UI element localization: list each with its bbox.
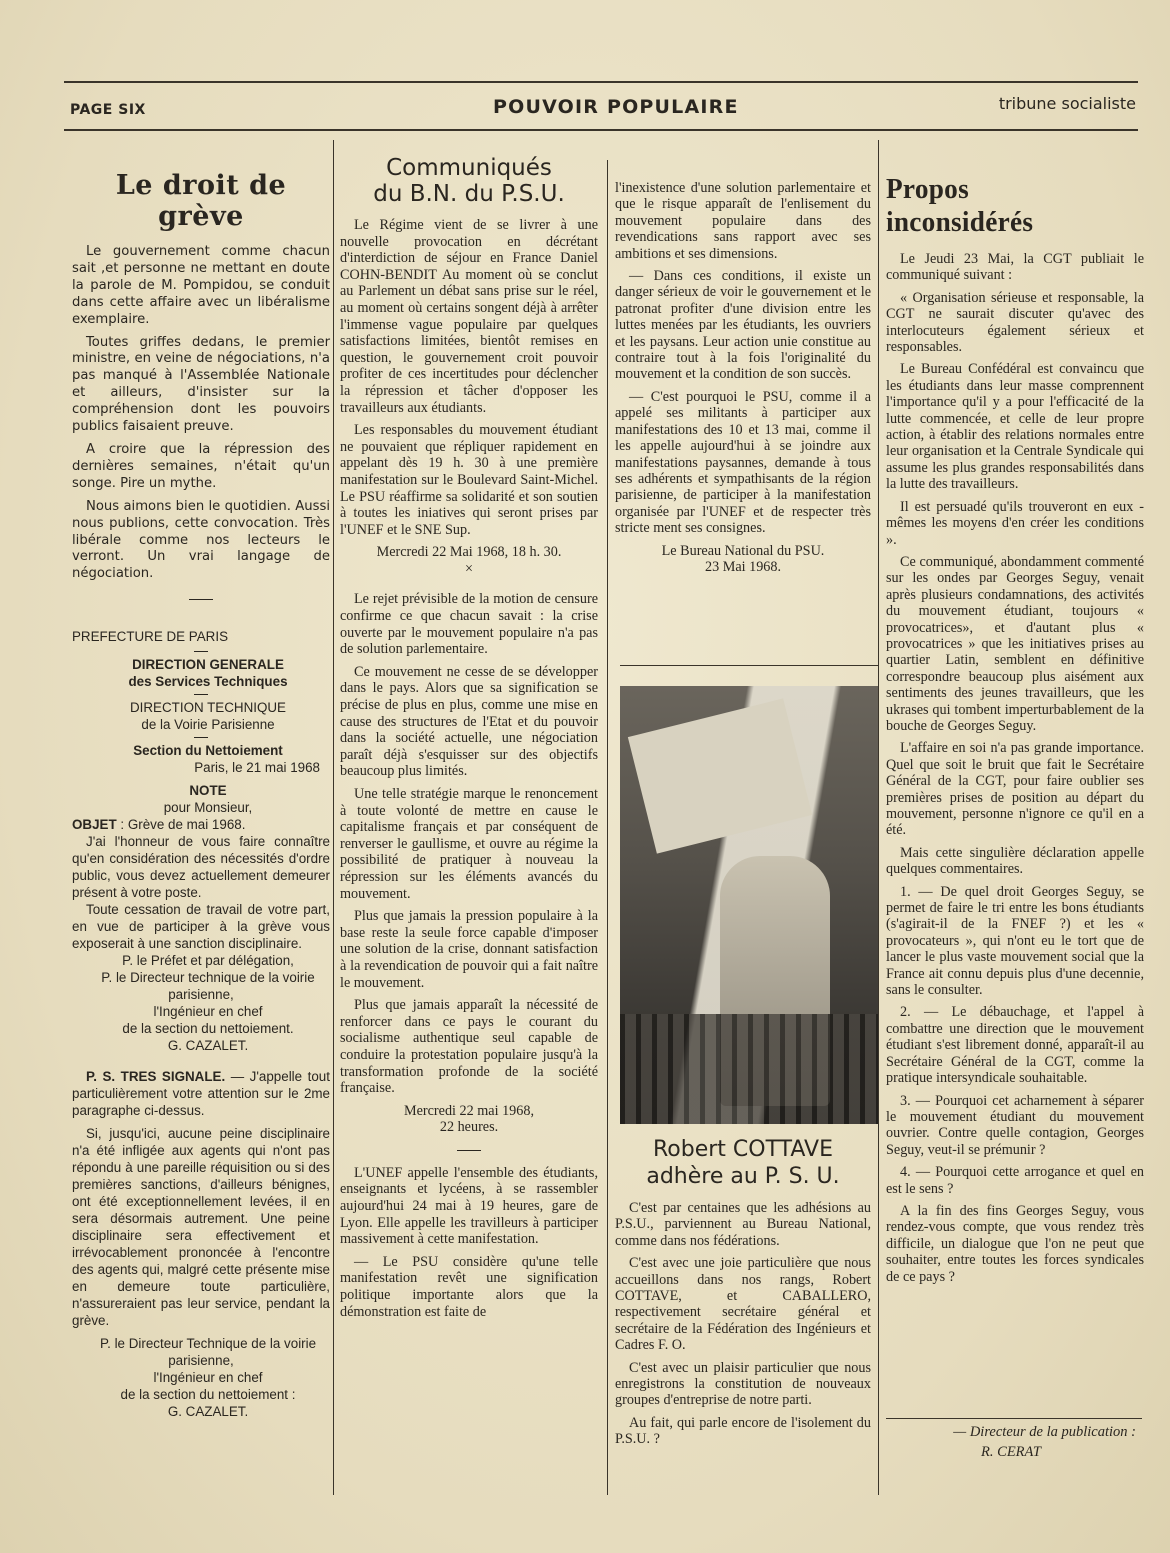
paragraph: L'affaire en soi n'a pas grande importance. Quel que soit le bruit que fait le Secrétaire Général de la CGT, pour faire oublier ses premières prises de position au départ du mouvement, personne n'ignore ce qu'il en a été. [886,740,1144,839]
signature-line: de la section du nettoiement : [120,1387,296,1403]
paragraph: « Organisation sérieuse et responsable, la CGT ne saurait discuter qu'avec des interlocuteurs également sérieux et responsables. [886,289,1144,356]
article-droit-de-greve [72,158,330,1420]
director-name: R. CERAT [981,1444,1041,1460]
director-label: — Directeur de la publication : [953,1424,1136,1440]
fence-railing [620,1014,878,1124]
section-nettoiement: Section du Nettoiement [133,743,283,759]
section-rule [620,665,878,666]
separator [194,694,208,695]
communique-time: 22 heures. [439,1119,499,1136]
paragraph: Le gouvernement comme chacun sait ,et personne ne mettant en doute la parole de M. Pompidou, se conduit dans cette affaire avec un libéralisme exemplaire. [72,244,330,327]
signature-line: P. le Préfet et par délégation, [122,953,294,969]
separator [457,1150,481,1151]
ps-text: — J'appelle tout particulièrement votre attention sur le 2me paragraphe ci-dessus. [72,1069,330,1119]
note-heading: NOTE [189,783,227,799]
paragraph: Le Régime vient de se livrer à une nouvelle provocation en décrétant d'interdiction de séjour en France Daniel COHN-BENDIT Au moment où se conclut au Parlement un débat sans prise sur le réel, au moment où certains songent déjà à arrêter l'immense vague populaire par quelques satisfactions limitées, bientôt remises en question, le gouvernement croit pouvoir profiter de ces incertitudes pour déclencher la répression et tâcher d'opposer les travailleurs aux étudiants. [340,217,598,416]
paragraph: Une telle stratégie marque le renoncement à toute volonté de mettre en cause le capitalisme français et par conséquent de renverser le gaullisme, et ouvre au régime la possibilité de pratiquer à nouveau la répression sur les éléments avancés du mouvement. [340,786,598,902]
article-propos-inconsideres [886,165,1144,1291]
prefecture-note [72,628,330,1420]
paragraph: C'est par centaines que les adhésions au P.S.U., parviennent au Bureau National, comme dans nos fédérations. [615,1200,871,1249]
paragraph: 3. — Pourquoi cet acharnement à séparer le mouvement étudiant du mouvement ouvrier. Contre quelle contagion, Georges Seguy, veut-il se prémunir ? [886,1092,1144,1158]
paragraph: Le Jeudi 23 Mai, la CGT publiait le communiqué suivant : [886,251,1144,284]
article-cottave [615,1136,871,1454]
direction-generale: DIRECTION GENERALE [132,657,284,673]
article-title [615,1136,871,1190]
section-title: POUVOIR POPULAIRE [493,96,739,118]
ps-label: P. S. TRES SIGNALE. [86,1069,226,1085]
article-communiques-continued [615,180,871,581]
separator-mark: × [464,560,473,577]
paragraph: Il est persuadé qu'ils trouveront en eux - mêmes les moyens d'en créer les conditions ». [886,498,1144,548]
paragraph: 2. — Le débauchage, et l'appel à combattre une direction que le mouvement étudiant s'est librement donné, apparaît-il au Secrétaire Général de la CGT, comme la pratique intersyndicale souhaitable. [886,1004,1144,1087]
header-rule-bottom [64,129,1138,131]
communique-date: Mercredi 22 mai 1968, [403,1102,534,1119]
article-title-line: Communiqués [386,155,552,181]
paragraph: J'ai l'honneur de vous faire connaître qu'en considération des nécessités d'ordre public, vous devez actuellement demeurer présent à votre poste. [72,834,330,901]
protest-banner [628,698,812,853]
paragraph: Plus que jamais apparaît la nécessité de renforcer dans ce pays le courant du socialisme authentique seul capable de conduire la protestation populaire jusqu'à la transformation profonde de la société française. [340,997,598,1097]
signature-line: l'Ingénieur en chef [153,1004,263,1020]
paragraph: Plus que jamais la pression populaire à la base reste la seule force capable d'imposer une solution de la crise, donnant satisfaction à la revendication de pouvoir qui a fait naître le mouvement. [340,908,598,991]
signature-line: P. le Directeur technique de la voirie parisienne, [101,970,315,1003]
paragraph: A la fin des fins Georges Seguy, vous rendez-vous compte, que vous rendez très difficile, un dialogue que l'on ne peut que souhaiter, entre toutes les forces syndicales de ce pays ? [886,1202,1144,1285]
article-title: Propos inconsidérés [886,173,1034,238]
signature-name: G. CAZALET. [167,1404,249,1420]
paragraph: Mais cette singulière déclaration appelle quelques commentaires. [886,844,1144,878]
section-rule [886,1418,1142,1419]
note-date: Paris, le 21 mai 1968 [194,760,320,776]
separator [189,599,213,600]
paragraph: Le rejet prévisible de la motion de censure confirme ce que chacun savait : la crise ouverte par le mouvement populaire n'a pas de solution parlementaire. [340,591,598,658]
signature-name: G. CAZALET. [167,1038,249,1054]
page-number: PAGE SIX [70,102,146,118]
paragraph: Ce communiqué, abondamment commenté sur les ondes par Georges Seguy, venait après plusieurs condamnations, des activités du mouvement étudiant, toujours « provocatrices», et d'autant plus « provocatrices » que les initiatives prises au quartier Latin, semblent en définitive correspondre beaucoup plus aisément aux sentiments des jeunes travailleurs, que les ukrases qui tombent imperturbablement de la bouche de Georges Seguy. [886,553,1144,734]
article-title-line: adhère au P. S. U. [646,1164,840,1189]
signature-line: l'Ingénieur en chef [153,1370,263,1386]
paragraph: L'UNEF appelle l'ensemble des étudiants, enseignants et lycéens, à se rassembler aujourd'hui 24 mai à 19 heures, gare de Lyon. Elle appelle les travilleurs à participer massivement à cette manifestation. [340,1164,598,1248]
paragraph: Ce mouvement ne cesse de se développer dans le pays. Alors que sa signification se précise de plus en plus, comme une mise en cause des structures de l'Etat et du pouvoir dans la société actuelle, une négociation paraît déjà s'esquisser sur des objectifs beaucoup plus limités. [340,663,598,780]
column-divider [333,140,334,1495]
separator [194,651,208,652]
signature-date: 23 Mai 1968. [704,558,782,575]
article-title: Le droit de grève [115,170,287,232]
article-communiques [340,155,598,1326]
paragraph: Le Bureau Confédéral est convaincu que les étudiants dans leur masse comprennent l'importance qu'il y a pour l'efficacité de la lutte commencée, et celle de leur propre action, à établir des relations normales entre leur organisation et la Centrale Syndicale qui assume les plus grandes responsabilités dans la lutte des travailleurs. [886,361,1144,493]
signature-line: P. le Directeur Technique de la voirie parisienne, [99,1336,317,1369]
signature-line: de la section du nettoiement. [122,1021,294,1037]
column-divider [607,160,608,1495]
paragraph: l'inexistence d'une solution parlementaire et que le risque apparaît de l'enlisement du mouvement populaire dans des revendications sans rapport avec ses ambitions et ses dimensions. [615,180,871,262]
paragraph: Si, jusqu'ici, aucune peine disciplinaire n'a été infligée aux agents qui n'ont pas répondu à une pareille réquisition ou si des premières sanctions, d'ailleurs bénignes, ont été exceptionnellement levées, il en sera désormais autrement. Une peine disciplinaire sera effectivement et irrévocablement prononcée à l'encontre des agents qui, malgré cette présente mise en demeure toute particulière, n'assureraient pas leur service, pendant la grève. [72,1126,330,1329]
paragraph: — Le PSU considère qu'une telle manifestation revêt une signification politique importante alors que la démonstration est faite de [340,1253,598,1320]
article-title [340,155,598,207]
paragraph: C'est avec un plaisir particulier que nous enregistrons la constitution de nouveaux groupes d'entreprise de notre parti. [615,1359,871,1409]
article-title-line: du B.N. du P.S.U. [373,181,565,207]
paragraph: Toute cessation de travail de votre part, en vue de participer à la grève vous exposerait à une sanction disciplinaire. [72,902,330,952]
publication-name: tribune socialiste [998,94,1136,113]
paragraph: 1. — De quel droit Georges Seguy, se permet de faire le tri entre les bons étudiants (s'agirait-il de la FNEF ?) et les « provocateurs », qui n'ont eu le tort que de lancer le plus vaste mouvement social que la France ait connu depuis plus d'une decennie, sans le consulter. [886,883,1144,999]
paragraph: — C'est pourquoi le PSU, comme il a appelé ses militants à participer aux manifestations des 10 et 13 mai, comme il les appelle aujourd'hui à se joindre aux manifestations paysannes, demande à tous ses adhérents et sympathisants de la région parisienne, de participer à la manifestation organisée par l'UNEF et de respecter très stricte ment ses consignes. [615,388,871,537]
voirie-parisienne: de la Voirie Parisienne [141,717,275,733]
signature-line: Le Bureau National du PSU. [661,542,825,559]
paragraph: Nous aimons bien le quotidien. Aussi nous publions, cette convocation. Très libérale comme nos lecteurs le verront. Un vrai langage de négociation. [72,498,330,582]
note-recipient: pour Monsieur, [163,800,253,816]
paragraph: — Dans ces conditions, il existe un danger sérieux de voir le gouvernement et le patronat profiter d'une division entre les luttes menées par les étudiants, les ouvriers et les paysans. Leur action unie constitue au contraire tout à la fois l'originalité du mouvement et la condition de son succès. [615,268,871,383]
services-techniques: des Services Techniques [128,674,288,690]
paragraph: C'est avec une joie particulière que nous accueillons dans nos rangs, Robert COTTAVE, et CABALLERO, respectivement secrétaire général et secrétaire de la Fédération des Ingénieurs et Cadres F. O. [615,1255,871,1354]
paragraph: A croire que la répression des dernières semaines, n'était qu'un songe. Pire un mythe. [72,441,330,491]
separator [194,737,208,738]
objet-label: OBJET [72,817,117,833]
communique-date: Mercredi 22 Mai 1968, 18 h. 30. [376,544,562,561]
header-rule-top [64,81,1138,83]
paragraph: Au fait, qui parle encore de l'isolement du P.S.U. ? [615,1414,871,1448]
objet-text: : Grève de mai 1968. [120,817,246,833]
prefecture-name: PREFECTURE DE PARIS [72,629,228,645]
paragraph: Les responsables du mouvement étudiant ne pouvaient que répliquer rapidement en appelant dès 19 h. 30 à une première manifestation sur le Boulevard Saint-Michel. Le PSU réaffirme sa solidarité et son soutien à toutes les iniatives qui seront prises par l'UNEF et le SNE Sup. [340,422,598,538]
direction-technique: DIRECTION TECHNIQUE [130,700,286,716]
article-title-line: Robert COTTAVE [653,1137,833,1162]
paragraph: Toutes griffes dedans, le premier ministre, en veine de négociations, n'a pas manqué à l'Assemblée Nationale et ailleurs, d'insister sur la compréhension dont les pouvoirs publics faisaient preuve. [72,334,330,435]
demonstration-photo [620,686,878,1124]
publication-director [886,1422,1136,1462]
column-divider [878,140,879,1495]
paragraph: 4. — Pourquoi cette arrogance et quel en est le sens ? [886,1164,1144,1197]
